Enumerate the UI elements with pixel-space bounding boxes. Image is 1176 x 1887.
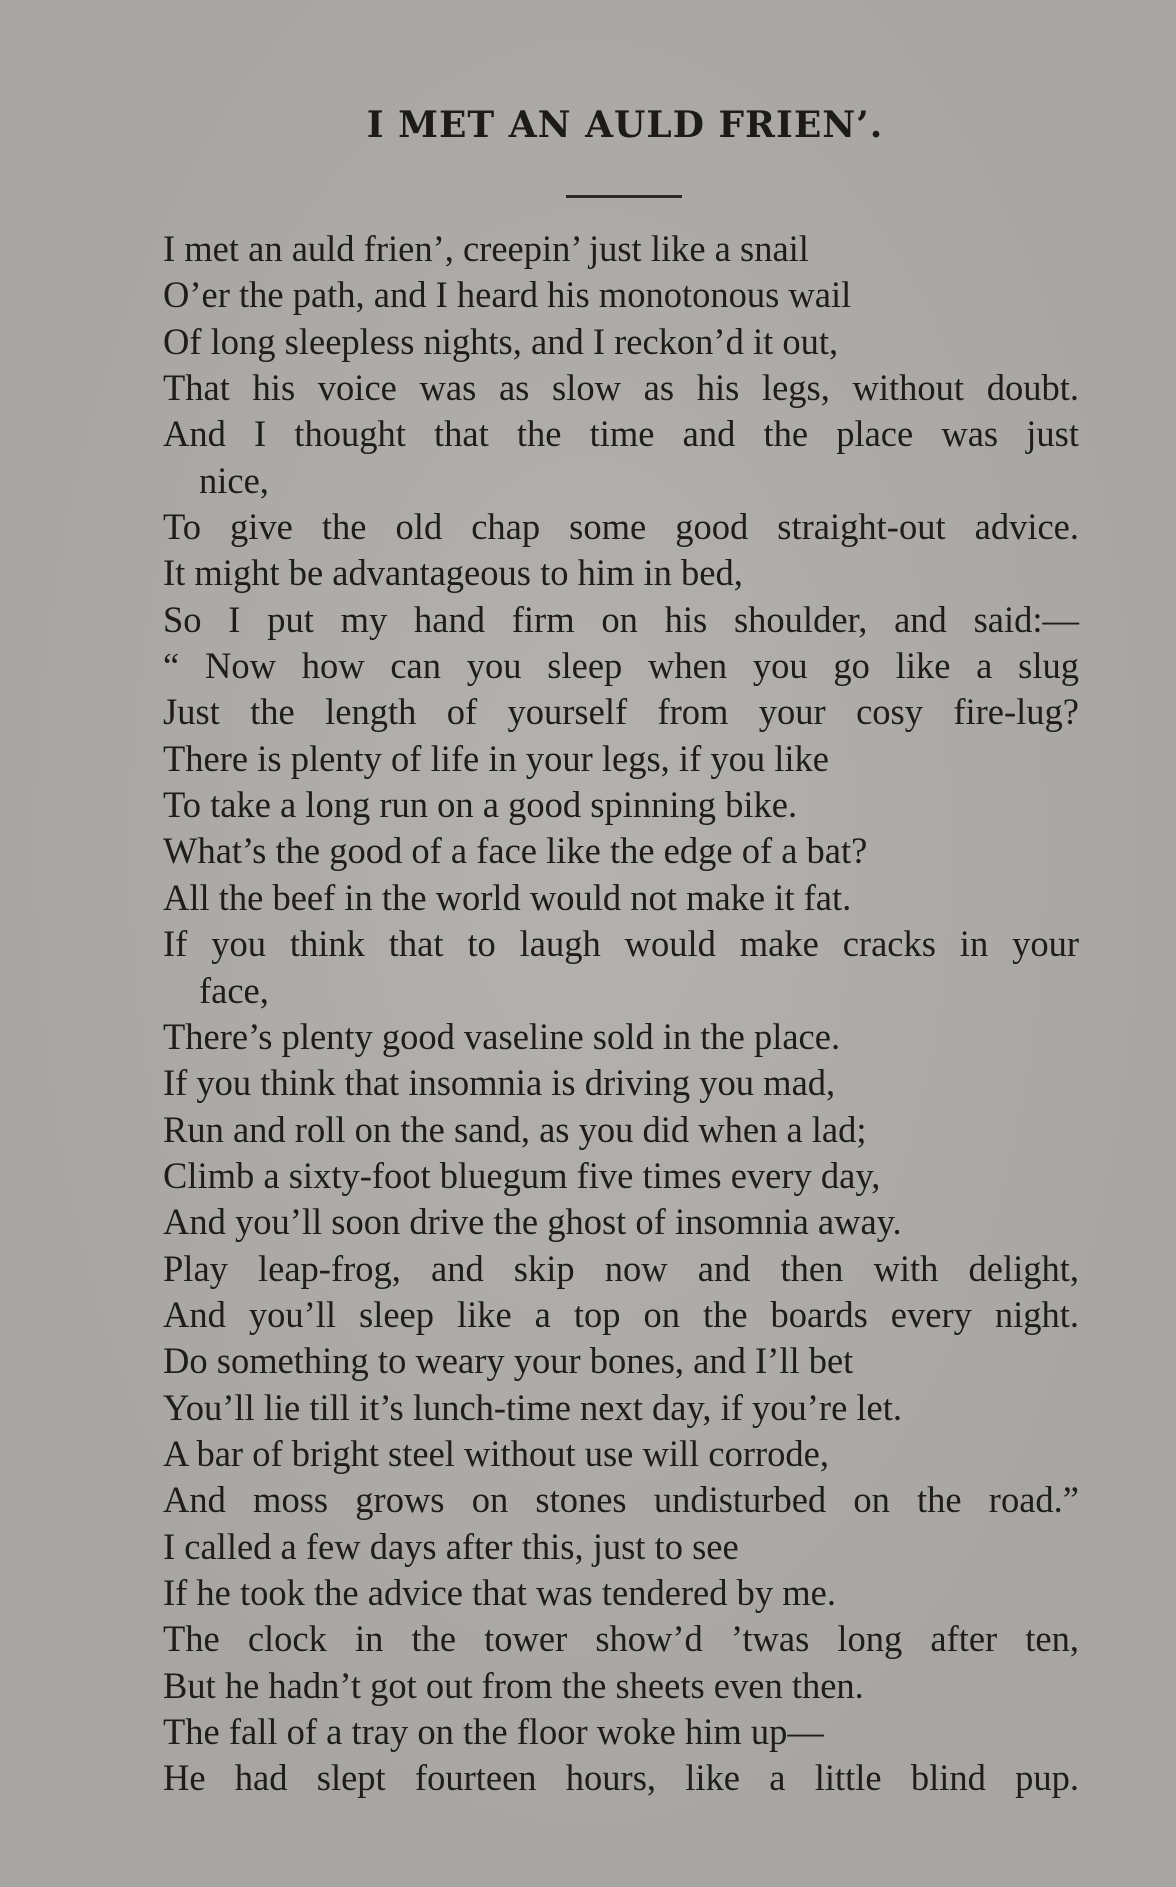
poem-line: If he took the advice that was tendered by me. xyxy=(163,1571,836,1613)
poem-line: There’s plenty good vaseline sold in the place. xyxy=(163,1015,841,1057)
poem-line: To give the old chap some good straight-out advice. xyxy=(163,506,1079,548)
poem-line: If you think that insomnia is driving you mad, xyxy=(163,1062,836,1104)
poem-line: And I thought that the time and the place was just xyxy=(163,413,1079,455)
poem-line: Climb a sixty-foot bluegum five times every day, xyxy=(163,1154,881,1196)
poem-line: Play leap-frog, and skip now and then with delight, xyxy=(163,1247,1079,1289)
poem-line: But he hadn’t got out from the sheets even then. xyxy=(163,1664,864,1706)
poem-title: I MET AN AULD FRIEN’. xyxy=(366,104,884,146)
poem-line: The fall of a tray on the floor woke him up— xyxy=(163,1711,824,1752)
poem-line: Do something to weary your bones, and I’ll bet xyxy=(163,1340,854,1382)
poem-line: A bar of bright steel without use will corrode, xyxy=(163,1432,829,1474)
poem-line: I met an auld frien’, creepin’ just like a snail xyxy=(163,228,809,269)
poem-line: You’ll lie till it’s lunch-time next day, if you’re let. xyxy=(163,1386,903,1428)
poem-line: I called a few days after this, just to see xyxy=(163,1525,739,1567)
poem-line: If you think that to laugh would make cracks in your xyxy=(163,923,1079,965)
poem-line-continuation: face, xyxy=(199,969,269,1011)
title-divider xyxy=(566,195,682,198)
poem-line: So I put my hand firm on his shoulder, and said:— xyxy=(163,598,1079,640)
poem-line: “ Now how can you sleep when you go like a slug xyxy=(163,645,1079,687)
poem-line: All the beef in the world would not make it fat. xyxy=(163,876,852,918)
poem-line: And moss grows on stones undisturbed on the road.” xyxy=(163,1479,1079,1521)
poem-line: O’er the path, and I heard his monotonous wail xyxy=(163,274,852,316)
poem-line: The clock in the tower show’d ’twas long after ten, xyxy=(163,1618,1079,1660)
poem-line: And you’ll soon drive the ghost of insomnia away. xyxy=(163,1201,902,1243)
poem-line: He had slept fourteen hours, like a little blind pup. xyxy=(163,1757,1079,1799)
poem-line: There is plenty of life in your legs, if you like xyxy=(163,737,829,779)
poem-body xyxy=(163,226,1079,1802)
poem-line-continuation: nice, xyxy=(199,459,269,501)
poem-line: It might be advantageous to him in bed, xyxy=(163,552,743,594)
poem-line: To take a long run on a good spinning bike. xyxy=(163,784,798,826)
poem-line: Of long sleepless nights, and I reckon’d it out, xyxy=(163,320,839,362)
poem-line: That his voice was as slow as his legs, without doubt. xyxy=(163,367,1079,409)
poem-line: And you’ll sleep like a top on the boards every night. xyxy=(163,1293,1079,1335)
poem-line: Just the length of yourself from your cosy fire-lug? xyxy=(163,691,1079,733)
poem-line: Run and roll on the sand, as you did when a lad; xyxy=(163,1108,867,1150)
poem-line: What’s the good of a face like the edge of a bat? xyxy=(163,830,868,872)
